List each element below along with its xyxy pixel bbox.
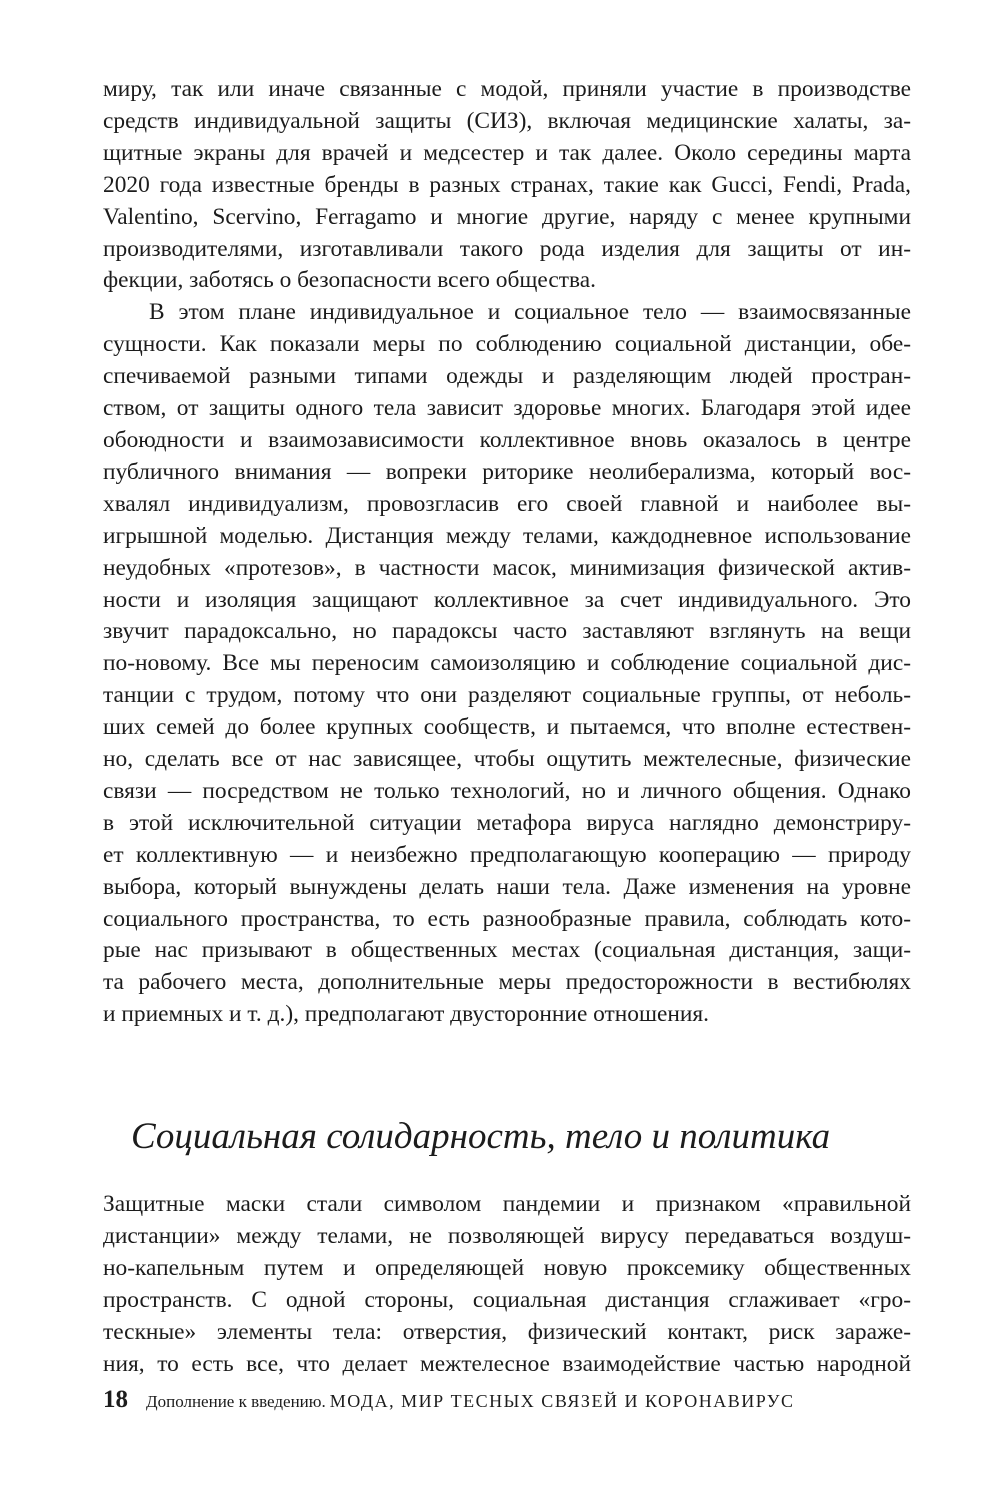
paragraph-1: [103, 74, 911, 297]
paragraph-2: [103, 297, 911, 1031]
text-line: та рабочего места, дополнительные меры предосторожности в вестибюлях: [103, 969, 911, 996]
text-line: спечиваемой разными типами одежды и разделяющим людей простран-: [103, 363, 911, 390]
text-line: связи — посредством не только технологий, но и личного общения. Однако: [103, 777, 911, 804]
text-line: производителями, изготавливали такого рода изделия для защиты от ин-: [103, 235, 911, 262]
text-line: средств индивидуальной защиты (СИЗ), включая медицинские халаты, за-: [103, 107, 911, 134]
text-line: выбора, который вынуждены делать наши тела. Даже изменения на уровне: [103, 873, 911, 900]
text-line: дистанции» между телами, не позволяющей вирусу передаваться воздуш-: [103, 1223, 911, 1250]
text-line: В этом плане индивидуальное и социальное тело — взаимосвязанные: [149, 299, 911, 326]
section-heading: Социальная солидарность, тело и политика: [131, 1116, 831, 1158]
text-line: но, сделать все от нас зависящее, чтобы ощутить межтелесные, физические: [103, 746, 911, 773]
paragraph-3: [103, 1189, 911, 1380]
text-line: ности и изоляция защищают коллективное за счет индивидуального. Это: [103, 586, 911, 613]
text-line: миру, так или иначе связанные с модой, приняли участие в производстве: [103, 76, 911, 102]
text-line: по-новому. Все мы переносим самоизоляцию и соблюдение социальной дис-: [103, 650, 911, 677]
text-line: публичного внимания — вопреки риторике неолиберализма, который вос-: [103, 458, 911, 485]
text-line: 2020 года известные бренды в разных странах, такие как Gucci, Fendi, Prada,: [103, 171, 911, 198]
text-line: хвалял индивидуализм, провозгласив его своей главной и наиболее вы-: [103, 490, 911, 517]
page-body: [103, 74, 911, 1381]
text-line: пространств. С одной стороны, социальная дистанция сглаживает «гро-: [103, 1286, 911, 1313]
text-line: ет коллективную — и неизбежно предполагающую кооперацию — природу: [103, 841, 911, 868]
text-line: щитные экраны для врачей и медсестер и так далее. Около середины марта: [103, 139, 911, 166]
running-header-prefix: Дополнение к введению.: [146, 1392, 326, 1411]
text-line: сущности. Как показали меры по соблюдению социальной дистанции, обе-: [103, 331, 911, 358]
text-line: неудобных «протезов», в частности масок, минимизация физической актив-: [103, 554, 911, 581]
page-number: 18: [103, 1386, 128, 1413]
text-line: но-капельным путем и определяющей новую проксемику общественных: [103, 1255, 911, 1281]
text-line: ния, то есть все, что делает межтелесное взаимодействие частью народной: [103, 1350, 911, 1377]
text-line: Valentino, Scervino, Ferragamo и многие другие, наряду с менее крупными: [103, 203, 911, 230]
text-line: социального пространства, то есть разнообразные правила, соблюдать кото-: [103, 905, 911, 932]
text-line: танции с трудом, потому что они разделяют социальные группы, от неболь-: [103, 682, 911, 709]
text-line: обоюдности и взаимозависимости коллективное вновь оказалось в центре: [103, 426, 911, 453]
text-line: и приемных и т. д.), предполагают двусторонние отношения.: [103, 1001, 710, 1028]
text-line: Защитные маски стали символом пандемии и признаком «правильной: [103, 1191, 911, 1218]
running-header-title: МОДА, МИР ТЕСНЫХ СВЯЗЕЙ И КОРОНАВИРУС: [329, 1391, 795, 1411]
text-line: ших семей до более крупных сообществ, и пытаемся, что вполне естествен-: [103, 714, 911, 741]
text-line: фекции, заботясь о безопасности всего общества.: [103, 267, 596, 294]
text-line: в этой исключительной ситуации метафора вируса наглядно демонстриру-: [103, 809, 911, 836]
page-footer: [103, 1386, 911, 1414]
text-line: игрышной моделью. Дистанция между телами, каждодневное использование: [103, 522, 911, 549]
text-line: рые нас призывают в общественных местах (социальная дистанция, защи-: [103, 937, 911, 964]
text-line: ством, от защиты одного тела зависит здоровье многих. Благодаря этой идее: [103, 395, 911, 422]
text-line: тескные» элементы тела: отверстия, физический контакт, риск зараже-: [103, 1318, 911, 1345]
text-line: звучит парадоксально, но парадоксы часто заставляют взглянуть на вещи: [103, 618, 911, 645]
